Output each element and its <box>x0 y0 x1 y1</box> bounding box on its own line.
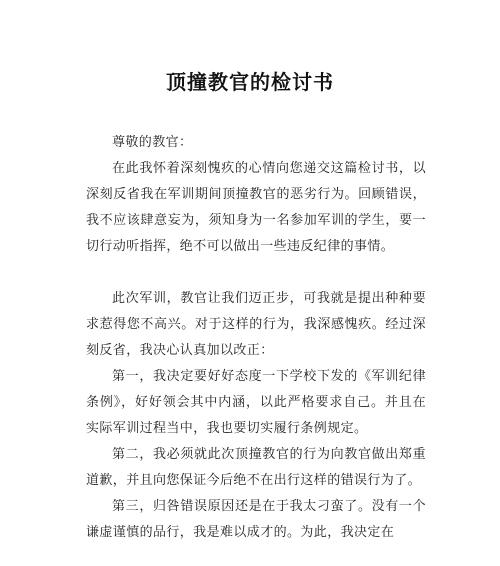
paragraph-gap <box>86 260 426 286</box>
paragraph-3: 第一，我决定要好好态度一下学校下发的《军训纪律条例》，好好领会其中内涵，以此严格要求自己。并且在实际军训过程当中，我也要切实履行条例规定。 <box>86 369 426 436</box>
paragraph-4: 第二，我必须就此次顶撞教官的行为向教官做出郑重道歉，并且向您保证今后绝不在出行这样的错误行为了。 <box>86 447 426 488</box>
paragraph-2: 此次军训，教官让我们迈正步，可我就是提出种种要求惹得您不高兴。对于这样的行为，我深感愧疚。经过深刻反省，我决心认真加以改正： <box>86 291 426 358</box>
paragraph-1: 在此我怀着深刻愧疚的心情向您递交这篇检讨书，以深刻反省我在军训期间顶撞教官的恶劣行为。回顾错误，我不应该肆意妄为，须知身为一名参加军训的学生，要一切行动听指挥，绝不可以做出一些违反纪律的事情。 <box>86 161 426 254</box>
document-body <box>86 130 426 546</box>
document-title: 顶撞教官的检讨书 <box>166 70 334 94</box>
paragraph-5: 第三，归咎错误原因还是在于我太刁蛮了。没有一个谦虚谨慎的品行，我是难以成才的。为此，我决定在 <box>86 499 426 540</box>
salutation: 尊敬的教官： <box>112 135 193 150</box>
